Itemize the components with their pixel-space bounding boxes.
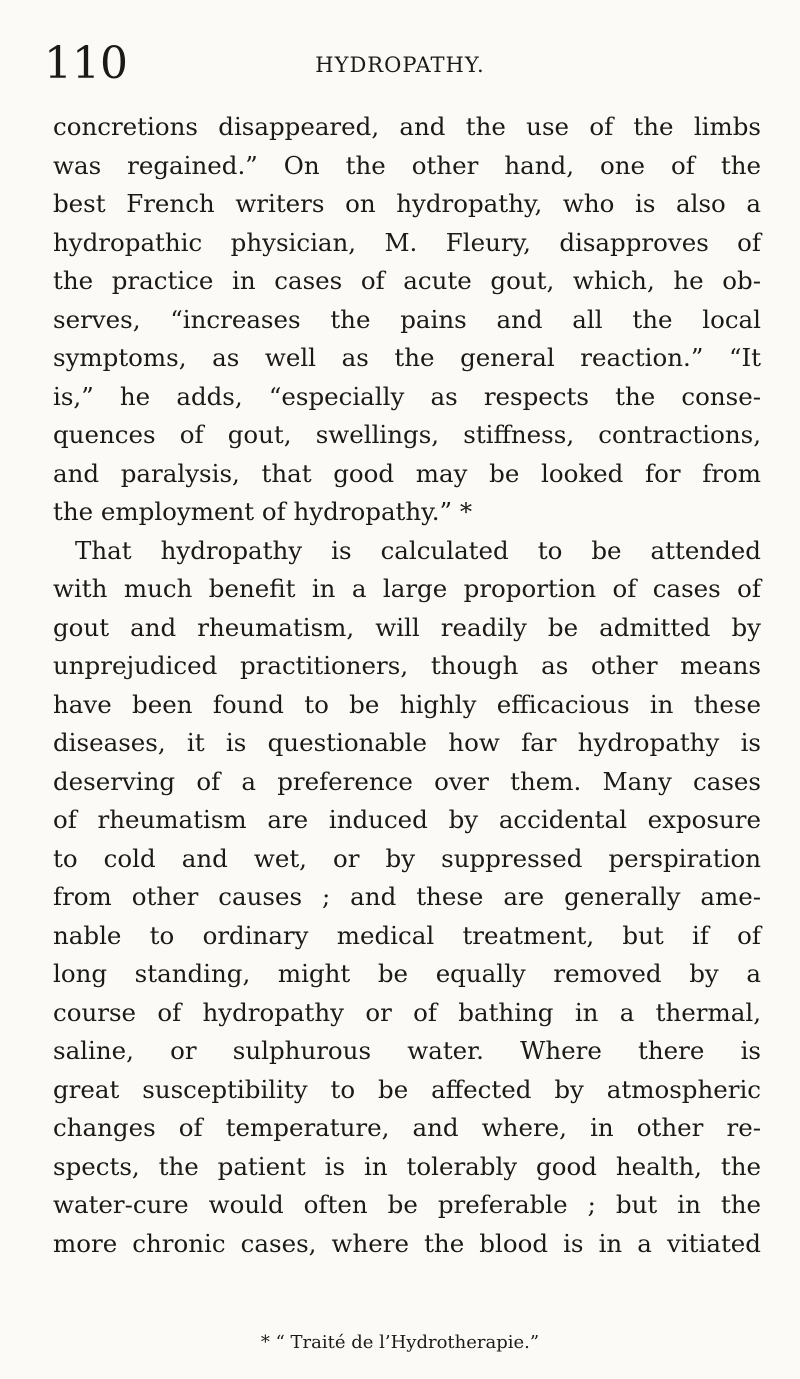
page-header xyxy=(44,36,756,96)
text-line: That hydropathy is calculated to be attended xyxy=(75,535,761,565)
page-number: 110 xyxy=(44,38,128,89)
text-line: the employment of hydropathy.” * xyxy=(53,497,473,526)
footnote: * “ Traité de l’Hydrotherapie.” xyxy=(260,1332,540,1353)
text-line: serves, “increases the pains and all the local xyxy=(53,304,761,334)
text-line: best French writers on hydropathy, who is also a xyxy=(53,189,761,218)
text-line: from other causes ; and these are generally ame- xyxy=(53,882,761,911)
text-line: the practice in cases of acute gout, which, he ob- xyxy=(53,266,761,295)
running-head: HYDROPATHY. xyxy=(315,53,485,77)
text-line: unprejudiced practitioners, though as other means xyxy=(53,651,761,680)
text-line: nable to ordinary medical treatment, but if of xyxy=(53,920,761,950)
text-line: with much benefit in a large proportion of cases of xyxy=(53,574,761,603)
text-line: spects, the patient is in tolerably good health, the xyxy=(53,1151,761,1181)
text-line: symptoms, as well as the general reaction.” “It xyxy=(53,343,761,372)
text-line: more chronic cases, where the blood is in a vitiated xyxy=(53,1228,761,1258)
text-line: changes of temperature, and where, in other re- xyxy=(53,1113,761,1142)
body-text xyxy=(53,108,761,1263)
text-line: and paralysis, that good may be looked for from xyxy=(53,458,761,488)
text-line: is,” he adds, “especially as respects the conse- xyxy=(53,381,761,411)
text-line: water-cure would often be preferable ; but in the xyxy=(53,1190,761,1219)
text-line: gout and rheumatism, will readily be admitted by xyxy=(53,612,761,642)
text-line: hydropathic physician, M. Fleury, disapproves of xyxy=(53,227,761,257)
text-line: quences of gout, swellings, stiffness, contractions, xyxy=(53,420,761,449)
text-line: diseases, it is questionable how far hydropathy is xyxy=(53,728,761,757)
text-line: of rheumatism are induced by accidental exposure xyxy=(53,805,761,834)
text-line: great susceptibility to be affected by atmospheric xyxy=(53,1074,761,1104)
text-line: have been found to be highly efficacious in these xyxy=(53,689,761,719)
text-line: was regained.” On the other hand, one of the xyxy=(53,150,761,180)
text-line: deserving of a preference over them. Many cases xyxy=(53,766,761,796)
text-line: long standing, might be equally removed by a xyxy=(53,959,761,988)
text-line: to cold and wet, or by suppressed perspiration xyxy=(53,843,761,873)
text-line: saline, or sulphurous water. Where there is xyxy=(53,1036,761,1065)
text-line: course of hydropathy or of bathing in a thermal, xyxy=(53,997,761,1027)
text-line: concretions disappeared, and the use of the limbs xyxy=(53,112,761,141)
